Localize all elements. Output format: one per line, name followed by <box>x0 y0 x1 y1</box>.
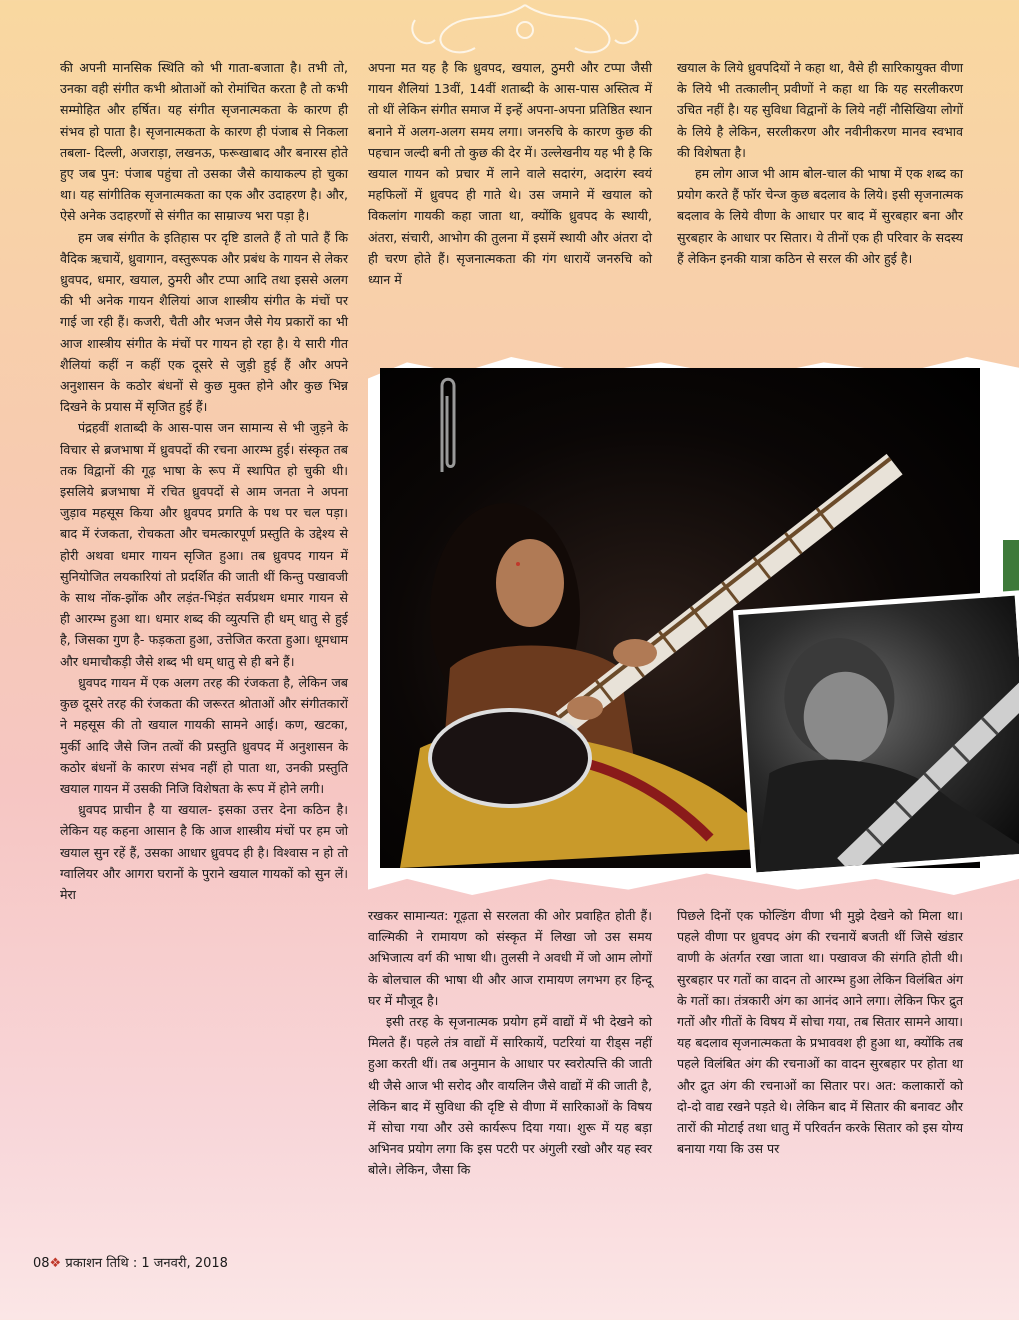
column-2-bottom <box>368 905 652 1181</box>
page-number: 08 <box>33 1256 50 1271</box>
paragraph: रखकर सामान्यत: गूढ़ता से सरलता की ओर प्रवाहित होती हैं। वाल्मिकी ने रामायण को संस्कृत में लिखा जो उस समय अभिजात्य वर्ग की भाषा थी। तुलसी ने अवधी में जो आम लोगों के बोलचाल की भाषा थी और आज रामायण लगभग हर हिन्दू घर में मौजूद है। <box>368 908 652 1008</box>
publication-date: प्रकाशन तिथि : 1 जनवरी, 2018 <box>65 1256 228 1271</box>
paragraph: ध्रुवपद गायन में एक अलग तरह की रंजकता है, लेकिन जब कुछ दूसरे तरह की रंजकता की जरूरत श्रोताओं और संगीतकारों ने महसूस की तो खयाल गायकी सामने आई। कण, खटका, मुर्की आदि जैसे जिन तत्वों की प्रस्तुति ध्रुवपद में अनुशासन के कठोर बंधनों के कारण संभव नहीं हो पाता था, उनकी प्रस्तुति खयाल गायन में उसकी निजि विशेषता के रूप में होने लगी। <box>60 674 348 796</box>
inset-illustration <box>738 596 1019 873</box>
page-footer <box>33 1253 228 1271</box>
paragraph: हम जब संगीत के इतिहास पर दृष्टि डालते हैं तो पाते हैं कि वैदिक ऋचायें, ध्रुवागान, वस्तुरूपक और प्रबंध के गायन से लेकर ध्रुवपद, धमार, खयाल, ठुमरी और टप्पा आदि तथा इससे अलग की भी अनेक गायन शैलियां आज शास्त्रीय संगीत के मंचों पर गाई जा रही हैं। कजरी, चैती और भजन जैसे गेय प्रकारों का भी आज शास्त्रीय संगीत के मंचों पर गायन हो रहा है। ये सारी गीत शैलियां कहीं न कहीं एक दूसरे से जुड़ी हुई हैं और अपने अनुशासन के कठोर बंधनों से कुछ मुक्त होने और कुछ भिन्न दिखने के प्रयास में सृजित हुई हैं। <box>60 229 348 415</box>
paragraph: की अपनी मानसिक स्थिति को भी गाता-बजाता है। तभी तो, उनका वही संगीत कभी श्रोताओं को रोमांचित करता है तो कभी सम्मोहित और हर्षित। यह संगीत सृजनात्मकता के कारण ही संभव हो पाता है। सृजनात्मकता के कारण ही पंजाब से निकला तबला- दिल्ली, अजराड़ा, लखनऊ, फरूखाबाद और बनारस होते हुए जब पुन: पंजाब पहुंचा तो उसका जैसे कायाकल्प हो चुका था। यह सांगीतिक सृजनात्मकता का एक और उदाहरण है। और, ऐसे अनेक उदाहरणों से संगीत का साम्राज्य भरा पड़ा है। <box>60 60 348 224</box>
column-2-top <box>368 57 652 290</box>
paragraph: खयाल के लिये ध्रुवपदियों ने कहा था, वैसे ही सारिकायुक्त वीणा के लिये भी तत्कालीन् प्रवीणों ने कहा था कि यह सरलीकरण उचित नहीं है। यह सुविधा विद्वानों के लिये नहीं नौसिखिया लोगों के लिये है लेकिन, सरलीकरण और नवीनीकरण मानव स्वभाव की विशेषता है। <box>677 60 963 160</box>
ornament-icon: ❖ <box>49 1256 62 1271</box>
column-3-bottom <box>677 905 963 1159</box>
paragraph: इसी तरह के सृजनात्मक प्रयोग हमें वाद्यों में भी देखने को मिलते हैं। पहले तंत्र वाद्यों में सारिकायें, पटरियां या रीड्स नहीं हुआ करती थीं। तब अनुमान के आधार पर स्वरोत्पत्ति की जाती थी जैसे आज भी सरोद और वायलिन जैसे वाद्यों में की जाती है, लेकिन बाद में सुविधा की दृष्टि से वीणा में सारिकाओं के विषय में सोचा गया और उसे कार्यरूप दिया गया। शुरू में यह बड़ा अभिनव प्रयोग लगा कि इस पटरी पर अंगुली रखो और यह स्वर बोले। लेकिन, जैसा कि <box>368 1014 652 1178</box>
paragraph: पंद्रहवीं शताब्दी के आस-पास जन सामान्य से भी जुड़ने के विचार से ब्रजभाषा में ध्रुवपदों की रचना आरम्भ हुई। संस्कृत तब तक विद्वानों की गूढ़ भाषा के रूप में स्थापित हो चुकी थी। इसलिये ब्रजभाषा में रचित ध्रुवपदों से आम जनता ने अपना जुड़ाव महसूस किया और ध्रुवपद प्रगति के पथ पर चल पड़ा। बाद में रंजकता, रोचकता और चमत्कारपूर्ण प्रस्तुति के उद्देश्य से होरी अथवा धमार गायन सृजित हुआ। तब ध्रुवपद गायन में सुनियोजित लयकारियां तो प्रदर्शित की जाती थीं किन्तु पखावजी के साथ नोंक-झोंक और लड़ंत-भिड़ंत सर्वप्रथम धमार गायन से ही आरम्भ हुआ था। धमार शब्द की व्युत्पत्ति ही धम् धातु से हुई है, जिसका गुण है- फड़कता हुआ, उत्तेजित करता हुआ। धूमधाम और धमाचौकड़ी जैसे शब्द भी धम् धातु से ही बने हैं। <box>60 420 348 669</box>
paperclip-icon <box>432 372 464 482</box>
column-3-top <box>677 57 963 269</box>
column-1 <box>60 57 348 905</box>
paragraph: ध्रुवपद प्राचीन है या खयाल- इसका उत्तर देना कठिन है। लेकिन यह कहना आसान है कि आज शास्त्रीय मंचों पर हम जो खयाल सुन रहें हैं, उसका आधार ध्रुवपद ही है। विश्वास न हो तो ग्वालियर और आगरा घरानों के पुराने खयाल गायकों को सुन लें। मेरा <box>60 802 348 902</box>
paragraph: पिछले दिनों एक फोल्डिंग वीणा भी मुझे देखने को मिला था। पहले वीणा पर ध्रुवपद अंग की रचनायें बजती थीं जिसे खंडार वाणी के अंतर्गत रखा जाता था। पखावज की संगति होती थी। सुरबहार पर गतों का वादन तो आरम्भ हुआ लेकिन विलंबित अंग के गतों का। तंत्रकारी अंग का आनंद आने लगा। लेकिन फिर द्रुत गतों और गीतों के विषय में सोचा गया, तब सितार सामने आया। यह बदलाव सृजनात्मकता के प्रभाववश ही हुआ था, क्योंकि तब पहले विलंबित अंग की रचनाओं का वादन सुरबहार पर होता था और द्रुत अंग की रचनाओं का सितार पर। अत: कलाकारों को दो-दो वाद्य रखने पड़ते थे। लेकिन बाद में सितार की बनावट और तारों की मोटाई तथा धातु में परिवर्तन करके सितार को इस योग्य बनाया गया कि उस पर <box>677 908 963 1157</box>
paragraph: अपना मत यह है कि ध्रुवपद, खयाल, ठुमरी और टप्पा जैसी गायन शैलियां 13वीं, 14वीं शताब्दी के आस-पास अस्तित्व में तो थीं लेकिन संगीत समाज में इन्हें अपना-अपना प्रतिष्ठित स्थान बनाने में अलग-अलग समय लगा। जनरुचि के कारण कुछ की पहचान जल्दी बनी तो कुछ की देर में। उल्लेखनीय यह भी है कि खयाल गायन को प्रचार में लाने वाले सदारंग, अदारंग स्वयं महफिलों में ध्रुवपद ही गाते थे। उस जमाने में खयाल को विकलांग गायकी कहा जाता था, क्योंकि ध्रुवपद के स्थायी, अंतरा, संचारी, आभोग की तुलना में इसमें स्थायी और अंतरा दो ही चरण होते हैं। सृजनात्मकता की गंग धारायें जनरुचि को ध्यान में <box>368 60 652 288</box>
sitar-player-inset-photo <box>733 590 1019 877</box>
paragraph: हम लोग आज भी आम बोल-चाल की भाषा में एक शब्द का प्रयोग करते हैं फॉर चेन्ज कुछ बदलाव के लिये। इसी सृजनात्मक बदलाव के लिये वीणा के आधार पर बाद में सुरबहार बना और सुरबहार के आधार पर सितार। ये तीनों एक ही परिवार के सदस्य हैं लेकिन इनकी यात्रा कठिन से सरल की ओर हुई है। <box>677 166 963 266</box>
